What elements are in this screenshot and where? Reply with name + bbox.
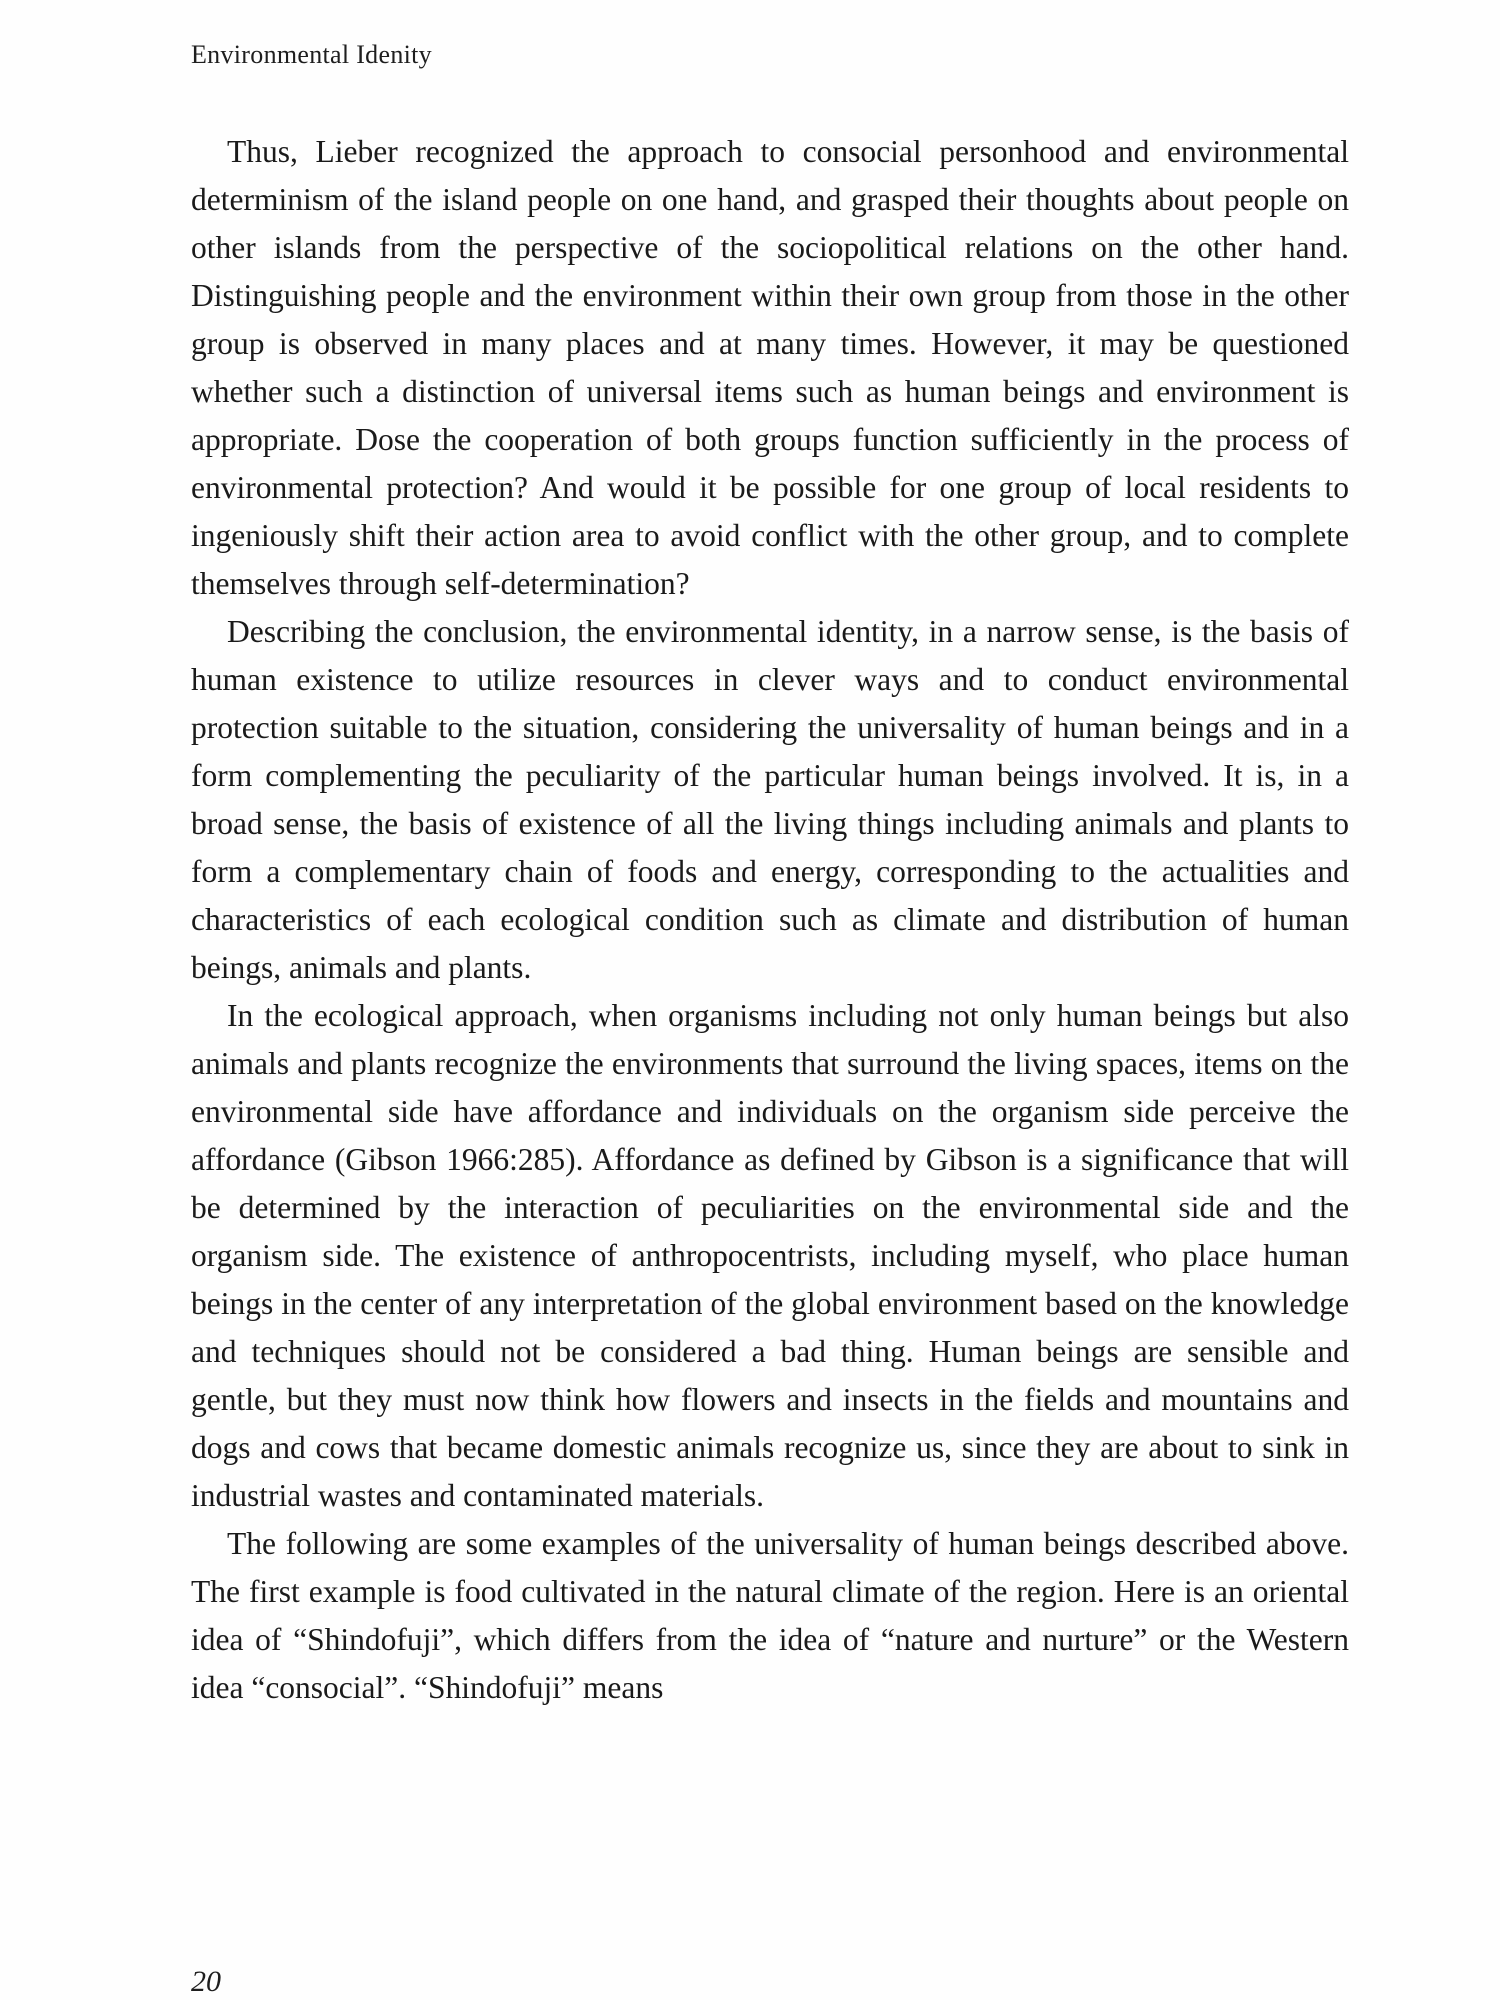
paragraph: In the ecological approach, when organisms including not only human beings but also animals and plants recognize the environments that surround the living spaces, items on the environmental side have affordance and individuals on the organism side perceive the affordance (Gibson 1966:285). Affordance as defined by Gibson is a significance that will be determined by the interaction of peculiarities on the environmental side and the organism side. The existence of anthropocentrists, including myself, who place human beings in the center of any interpretation of the global environment based on the knowledge and techniques should not be considered a bad thing. Human beings are sensible and gentle, but they must now think how flowers and insects in the fields and mountains and dogs and cows that became domestic animals recognize us, since they are about to sink in industrial wastes and contaminated materials. (191, 998, 1349, 1513)
paragraph: Describing the conclusion, the environmental identity, in a narrow sense, is the basis of human existence to utilize resources in clever ways and to conduct environmental protection suitable to the situation, considering the universality of human beings and in a form complementing the peculiarity of the particular human beings involved. It is, in a broad sense, the basis of existence of all the living things including animals and plants to form a complementary chain of foods and energy, corresponding to the actualities and characteristics of each ecological condition such as climate and distribution of human beings, animals and plants. (191, 614, 1349, 985)
paragraph: Thus, Lieber recognized the approach to consocial personhood and environmental determinism of the island people on one hand, and grasped their thoughts about people on other islands from the perspective of the sociopolitical relations on the other hand. Distinguishing people and the environment within their own group from those in the other group is observed in many places and at many times. However, it may be questioned whether such a distinction of universal items such as human beings and environment is appropriate. Dose the cooperation of both groups function sufficiently in the process of environmental protection? And would it be possible for one group of local residents to ingeniously shift their action area to avoid conflict with the other group, and to complete themselves through self-determination? (191, 134, 1349, 601)
running-head: Environmental Idenity (191, 40, 432, 69)
paragraph: The following are some examples of the universality of human beings described above. The first example is food cultivated in the natural climate of the region. Here is an oriental idea of “Shindofuji”, which differs from the idea of “nature and nurture” or the Western idea “consocial”. “Shindofuji” means (191, 1526, 1349, 1705)
page-number: 20 (191, 1965, 221, 1998)
body-text (191, 128, 1349, 1712)
